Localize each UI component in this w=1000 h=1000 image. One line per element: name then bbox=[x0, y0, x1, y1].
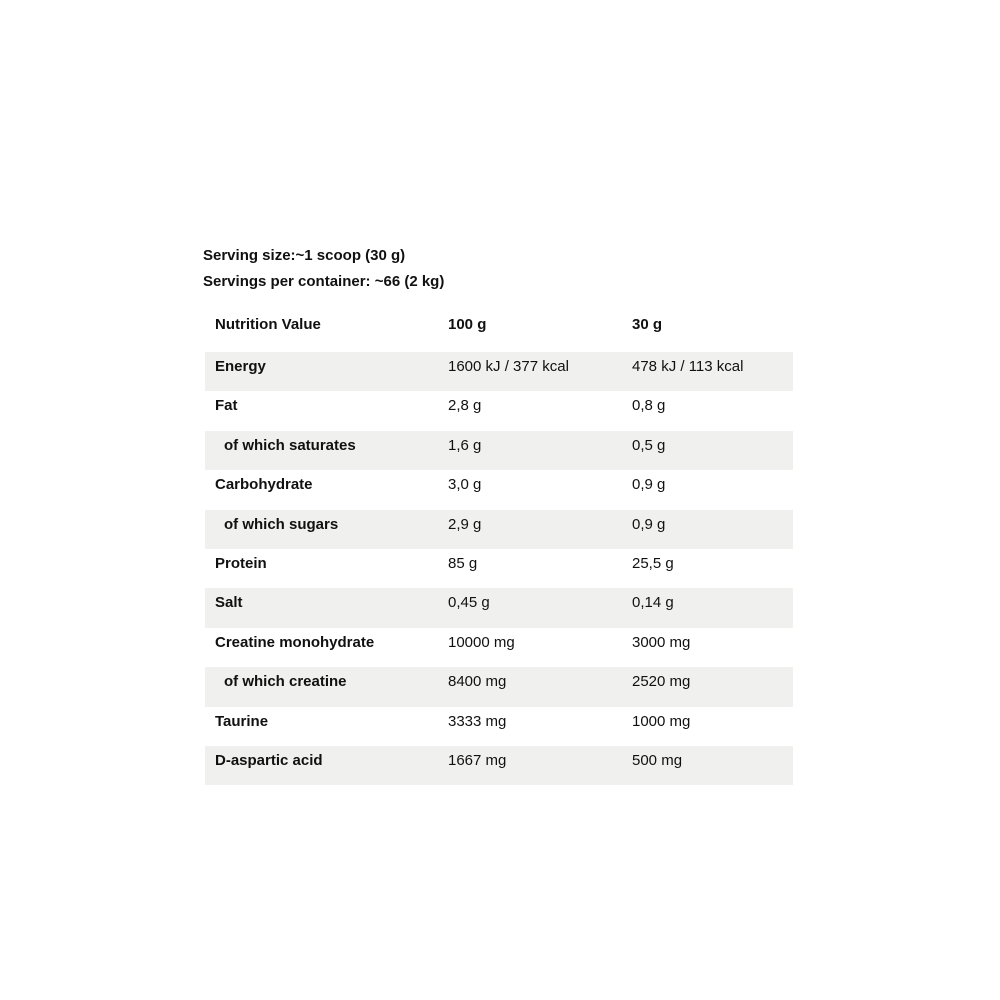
value-per-30g: 2520 mg bbox=[632, 673, 691, 691]
value-per-100g: 2,9 g bbox=[448, 515, 482, 533]
value-per-100g: 1,6 g bbox=[448, 436, 482, 454]
value-per-100g: 3333 mg bbox=[448, 712, 507, 730]
nutrient-label: Creatine monohydrate bbox=[215, 633, 375, 651]
serving-size-line: Serving size:~1 scoop (30 g) bbox=[203, 247, 406, 264]
value-per-30g: 500 mg bbox=[632, 751, 683, 769]
nutrient-label: Taurine bbox=[215, 712, 269, 730]
value-per-30g: 0,9 g bbox=[632, 476, 666, 494]
table-row bbox=[205, 746, 793, 785]
column-header-100g: 100 g bbox=[448, 316, 487, 333]
serving-info-block bbox=[203, 243, 444, 295]
nutrient-label: of which saturates bbox=[224, 436, 356, 454]
value-per-30g: 0,8 g bbox=[632, 397, 666, 415]
table-row bbox=[205, 549, 793, 588]
table-header-row bbox=[205, 310, 793, 352]
value-per-100g: 85 g bbox=[448, 554, 478, 572]
value-per-100g: 0,45 g bbox=[448, 594, 490, 612]
nutrient-label: Carbohydrate bbox=[215, 476, 313, 494]
value-per-100g: 1667 mg bbox=[448, 751, 507, 769]
value-per-30g: 25,5 g bbox=[632, 554, 674, 572]
value-per-100g: 3,0 g bbox=[448, 476, 482, 494]
value-per-100g: 8400 mg bbox=[448, 673, 507, 691]
column-header-nutrition-value: Nutrition Value bbox=[215, 316, 321, 333]
value-per-30g: 1000 mg bbox=[632, 712, 691, 730]
value-per-30g: 0,14 g bbox=[632, 594, 674, 612]
value-per-30g: 0,9 g bbox=[632, 515, 666, 533]
nutrient-label: Fat bbox=[215, 397, 238, 415]
table-row bbox=[205, 667, 793, 706]
table-row bbox=[205, 352, 793, 391]
value-per-30g: 478 kJ / 113 kcal bbox=[632, 358, 744, 375]
column-header-30g: 30 g bbox=[632, 316, 663, 333]
value-per-100g: 2,8 g bbox=[448, 397, 482, 415]
servings-per-container-line: Servings per container: ~66 (2 kg) bbox=[203, 273, 445, 290]
value-per-30g: 3000 mg bbox=[632, 633, 691, 651]
value-per-30g: 0,5 g bbox=[632, 436, 666, 454]
nutrition-table bbox=[205, 310, 793, 785]
table-row bbox=[205, 391, 793, 430]
nutrient-label: of which sugars bbox=[224, 515, 339, 533]
value-per-100g: 10000 mg bbox=[448, 633, 515, 651]
table-row bbox=[205, 510, 793, 549]
table-body bbox=[205, 352, 793, 785]
table-row bbox=[205, 628, 793, 667]
table-row bbox=[205, 470, 793, 509]
table-row bbox=[205, 431, 793, 470]
nutrient-label: Salt bbox=[215, 594, 243, 612]
nutrient-label: D-aspartic acid bbox=[215, 751, 323, 769]
table-row bbox=[205, 707, 793, 746]
nutrient-label: of which creatine bbox=[224, 673, 347, 691]
nutrient-label: Energy bbox=[215, 358, 266, 375]
table-row bbox=[205, 588, 793, 627]
value-per-100g: 1600 kJ / 377 kcal bbox=[448, 358, 569, 375]
nutrient-label: Protein bbox=[215, 554, 267, 572]
